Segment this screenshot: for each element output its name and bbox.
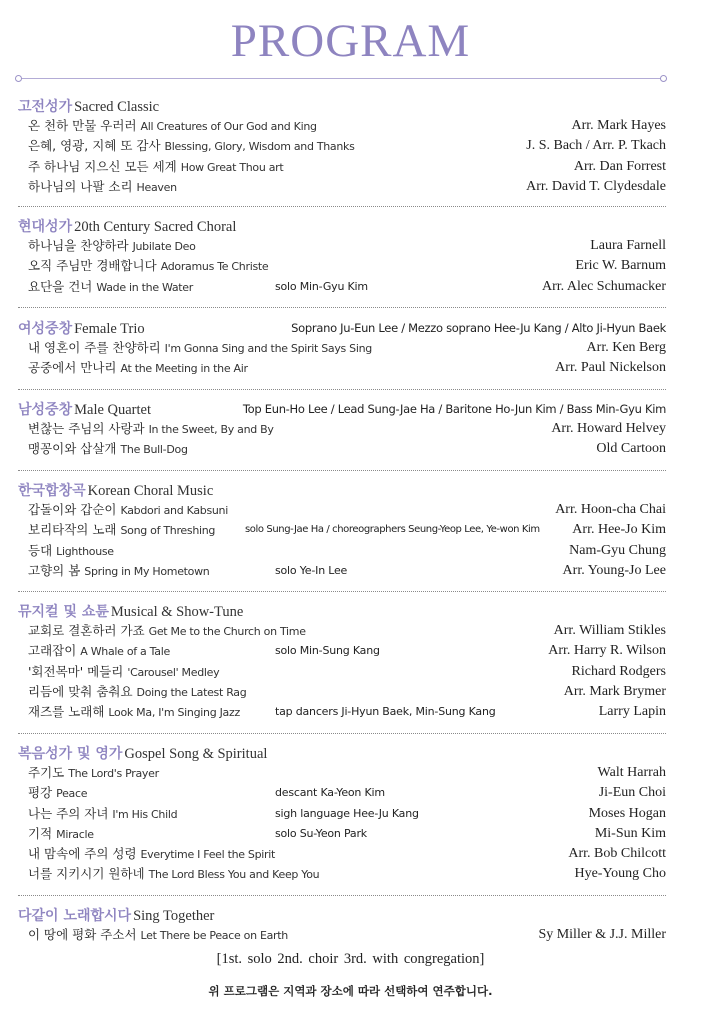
item-composer: Arr. Alec Schumacker: [541, 278, 666, 294]
performer-role: Mezzo soprano: [408, 321, 491, 335]
item-title-english: Let There be Peace on Earth: [140, 929, 288, 942]
section-divider: [18, 206, 666, 207]
program-item: [18, 682, 666, 702]
item-composer: Arr. Dan Forrest: [573, 158, 666, 174]
program-item: [18, 256, 666, 276]
program-section: [18, 905, 666, 945]
item-title-korean: 은혜, 영광, 지혜 또 감사: [28, 138, 161, 154]
section-title-english: Sing Together: [133, 908, 215, 924]
item-title-korean: 고래잡이: [28, 643, 77, 659]
item-title-english: I'm His Child: [112, 807, 178, 821]
section-title-korean: 다같이 노래합시다: [18, 908, 132, 924]
performer-role: Lead: [337, 402, 365, 416]
performer-name: Sung-Jae Ha: [367, 402, 436, 416]
performer-separator: /: [397, 321, 409, 335]
item-composer: Hye-Young Cho: [574, 866, 666, 882]
item-composer: Larry Lapin: [598, 704, 666, 720]
item-performer-name: Min-Gyu Kim: [299, 279, 368, 293]
performer-separator: /: [435, 402, 446, 416]
program-item: [18, 277, 666, 297]
item-title-korean: 공중에서 만나리: [28, 360, 117, 376]
performer-name: Hee-Ju Kang: [493, 321, 562, 335]
performer-role: Bass: [566, 402, 593, 416]
program-section: [18, 399, 666, 460]
item-title-korean: 내 영혼이 주를 찬양하리: [28, 340, 161, 355]
item-composer: Arr. Hoon-cha Chai: [555, 502, 666, 517]
item-title-korean: 오직 주님만 경배합니다: [28, 258, 157, 274]
item-composer: Ji-Eun Choi: [598, 785, 666, 801]
section-divider: [18, 733, 666, 734]
program-item: [18, 763, 666, 783]
item-title-korean: '회전목마' 메들리: [28, 663, 124, 679]
program-item: [18, 702, 666, 722]
item-title-english: Peace: [56, 787, 88, 801]
section-title-korean: 고전성가: [18, 99, 73, 115]
item-composer: Arr. Harry R. Wilson: [548, 643, 666, 659]
item-title-english: Song of Threshing: [120, 524, 216, 538]
program-item: [18, 662, 666, 682]
item-title-korean: 평강: [28, 785, 53, 801]
section-heading: [18, 216, 666, 236]
section-title-english: Male Quartet: [74, 402, 152, 418]
item-title-korean: 갑돌이와 갑순이: [28, 502, 117, 517]
item-title-english: Everytime I Feel the Spirit: [140, 848, 276, 862]
program-item: [18, 419, 666, 439]
item-composer: Arr. Mark Brymer: [563, 683, 666, 699]
program-section: [18, 743, 666, 885]
item-title-english: How Great Thou art: [180, 160, 284, 174]
section-performers: [291, 318, 666, 338]
program-item: [18, 804, 666, 824]
section-title-english: Sacred Classic: [74, 99, 160, 115]
section-heading: [18, 96, 666, 116]
item-title-english: The Lord's Prayer: [68, 767, 159, 780]
program-item: [18, 621, 666, 641]
item-performer-note: solo Sung-Jae Ha / choreographers Seung-Yeop Lee, Ye-won Kim: [245, 524, 540, 536]
item-composer: Walt Harrah: [597, 765, 666, 780]
item-title-english: Blessing, Glory, Wisdom and Thanks: [164, 140, 355, 154]
section-title-english: Gospel Song & Spiritual: [124, 746, 268, 762]
item-performer-name: Hee-Ju Kang: [353, 806, 419, 820]
item-title-english: 'Carousel' Medley: [127, 665, 220, 679]
section-divider: [18, 470, 666, 471]
item-performer-role: descant: [275, 786, 318, 800]
section-heading: [18, 480, 666, 500]
item-composer: Eric W. Barnum: [575, 258, 666, 274]
program-item: [18, 844, 666, 864]
item-performer-role: tap dancers: [275, 705, 339, 719]
item-composer: Moses Hogan: [588, 805, 666, 821]
item-performer-name: Min-Sung Kang: [299, 644, 380, 658]
item-composer: Mi-Sun Kim: [594, 825, 666, 841]
item-performer-role: solo: [275, 279, 297, 293]
section-heading: [18, 399, 666, 419]
performer-role: Alto: [571, 321, 594, 335]
item-title-english: Lighthouse: [56, 544, 114, 558]
program-item: [18, 824, 666, 844]
item-title-english: In the Sweet, By and By: [148, 423, 274, 436]
item-composer: Arr. Hee-Jo Kim: [572, 522, 666, 538]
item-performer-name: Su-Yeon Park: [299, 826, 367, 840]
item-title-english: All Creatures of Our God and King: [140, 120, 317, 133]
section-title-korean: 한국합창곡: [18, 483, 86, 499]
item-title-korean: 온 천하 만물 우러러: [28, 118, 137, 133]
item-title-english: The Bull-Dog: [120, 443, 188, 457]
section-heading: [18, 318, 666, 338]
program-title: PROGRAM: [230, 15, 471, 67]
item-title-korean: 주 하나님 지으신 모든 세계: [28, 158, 177, 174]
program-item: [18, 500, 666, 520]
item-title-korean: 고향의 봄: [28, 562, 81, 578]
performer-separator: /: [327, 402, 338, 416]
item-title-english: Get Me to the Church on Time: [148, 625, 306, 638]
section-title-korean: 여성중창: [18, 321, 73, 337]
section-heading: [18, 905, 666, 925]
program-item: [18, 925, 666, 945]
item-title-korean: 나는 주의 자녀: [28, 805, 109, 821]
item-title-english: Jubilate Deo: [132, 240, 196, 253]
item-composer: Arr. Ken Berg: [586, 340, 666, 355]
item-performer-note: [275, 641, 380, 661]
performer-role: Soprano: [291, 321, 337, 335]
section-title-english: Musical & Show-Tune: [110, 604, 244, 620]
item-title-english: A Whale of a Tale: [80, 645, 170, 659]
item-title-korean: 보리타작의 노래: [28, 522, 117, 538]
item-composer: J. S. Bach / Arr. P. Tkach: [526, 138, 666, 154]
program-item: [18, 157, 666, 177]
item-title-english: Doing the Latest Rag: [136, 685, 247, 699]
section-heading: [18, 743, 666, 763]
performer-name: Ji-Hyun Baek: [596, 321, 666, 335]
section-performers: [243, 399, 666, 419]
item-composer: Nam-Gyu Chung: [569, 542, 666, 558]
program-item: [18, 783, 666, 803]
item-title-korean: 재즈를 노래해: [28, 704, 105, 720]
item-performer-name: Ka-Yeon Kim: [320, 786, 385, 800]
item-performer-note: [275, 277, 368, 297]
section-title-korean: 남성중창: [18, 402, 73, 418]
rule-right-dot: [660, 75, 667, 82]
section-divider: [18, 895, 666, 896]
program-item: [18, 358, 666, 378]
item-title-english: I'm Gonna Sing and the Spirit Says Sing: [164, 342, 372, 355]
item-title-english: At the Meeting in the Air: [120, 362, 248, 376]
section-title-english: 20th Century Sacred Choral: [74, 219, 237, 235]
section-title-korean: 복음성가 및 영가: [18, 746, 123, 762]
performer-separator: /: [561, 321, 572, 335]
item-performer-role: sigh language: [275, 806, 350, 820]
item-title-korean: 주기도: [28, 765, 65, 780]
section-divider: [18, 307, 666, 308]
item-title-korean: 리듬에 맞춰 춤춰요: [28, 683, 133, 699]
item-composer: Richard Rodgers: [571, 663, 666, 679]
item-performer-name: Ji-Hyun Baek, Min-Sung Kang: [341, 705, 496, 719]
item-title-english: Spring in My Hometown: [84, 564, 210, 578]
section-divider: [18, 389, 666, 390]
program-item: [18, 561, 666, 581]
item-composer: Arr. David T. Clydesdale: [526, 178, 666, 194]
item-title-english: Look Ma, I'm Singing Jazz: [108, 706, 240, 720]
item-title-korean: 등대: [28, 542, 53, 558]
item-title-english: Adoramus Te Christe: [160, 260, 269, 274]
program-item: [18, 236, 666, 256]
section-title-english: Female Trio: [74, 321, 145, 337]
section-title-korean: 현대성가: [18, 219, 73, 235]
item-title-korean: 하나님의 나팔 소리: [28, 178, 133, 194]
section-title-korean: 뮤지컬 및 쇼튠: [18, 604, 109, 620]
section-heading: [18, 601, 666, 621]
item-title-english: Miracle: [56, 827, 94, 841]
item-performer-role: solo: [275, 563, 297, 577]
item-performer-role: solo: [275, 826, 297, 840]
item-performer-name: Ye-In Lee: [299, 563, 348, 577]
program-item: [18, 116, 666, 136]
item-title-korean: 기적: [28, 825, 53, 841]
item-title-korean: 너를 지키시기 원하네: [28, 866, 145, 882]
item-composer: Sy Miller & J.J. Miller: [538, 927, 666, 942]
program-item: [18, 338, 666, 358]
footer-note: 위 프로그램은 지역과 장소에 따라 선택하여 연주합니다.: [208, 984, 493, 998]
item-performer-note: [275, 702, 496, 722]
program-item: [18, 520, 666, 540]
item-composer: Arr. William Stikles: [553, 623, 666, 638]
performer-separator: /: [556, 402, 567, 416]
item-composer: Arr. Young-Jo Lee: [562, 562, 666, 578]
performer-name: Ho-Jun Kim: [495, 402, 557, 416]
item-performer-role: solo: [275, 644, 297, 658]
item-title-korean: 변찮는 주님의 사랑과: [28, 421, 145, 436]
item-title-korean: 맹꽁이와 삽살개: [28, 441, 117, 457]
program-item: [18, 177, 666, 197]
performer-name: Min-Gyu Kim: [595, 402, 666, 416]
program-item: [18, 439, 666, 459]
item-performer-note: [275, 804, 419, 824]
item-composer: Arr. Paul Nickelson: [555, 360, 666, 376]
item-title-english: Heaven: [136, 180, 177, 194]
program-section: [18, 216, 666, 297]
item-performer-note: [275, 783, 385, 803]
program-section: [18, 601, 666, 722]
item-title-korean: 요단을 건너: [28, 278, 93, 294]
rule-left-dot: [15, 75, 22, 82]
item-performer-note: [275, 824, 367, 844]
item-title-korean: 교회로 결혼하러 가죠: [28, 623, 145, 638]
performer-role: Top: [242, 402, 262, 416]
program-item: [18, 541, 666, 561]
item-title-korean: 내 맘속에 주의 성령: [28, 846, 137, 862]
item-composer: Arr. Mark Hayes: [571, 118, 666, 133]
sing-together-note: [1st. solo 2nd. choir 3rd. with congregation]: [216, 951, 485, 967]
program-section: [18, 96, 666, 197]
performer-name: Eun-Ho Lee: [264, 402, 328, 416]
item-composer: Arr. Bob Chilcott: [568, 846, 666, 862]
item-title-english: Wade in the Water: [96, 280, 193, 294]
title-rule: [18, 78, 664, 79]
program-item: [18, 136, 666, 156]
item-title-korean: 이 땅에 평화 주소서: [28, 927, 137, 942]
item-title-korean: 하나님을 찬양하라: [28, 238, 129, 253]
performer-name: Ju-Eun Lee: [340, 321, 398, 335]
item-title-english: Kabdori and Kabsuni: [120, 504, 228, 517]
section-divider: [18, 591, 666, 592]
program-section: [18, 480, 666, 581]
section-title-english: Korean Choral Music: [87, 483, 214, 499]
program-item: [18, 641, 666, 661]
item-composer: Old Cartoon: [596, 441, 666, 457]
item-composer: Laura Farnell: [590, 238, 666, 253]
program-item: [18, 864, 666, 884]
performer-role: Baritone: [445, 402, 492, 416]
item-composer: Arr. Howard Helvey: [551, 421, 666, 436]
item-title-english: The Lord Bless You and Keep You: [148, 868, 320, 882]
program-section: [18, 318, 666, 379]
item-performer-note: [275, 561, 347, 581]
